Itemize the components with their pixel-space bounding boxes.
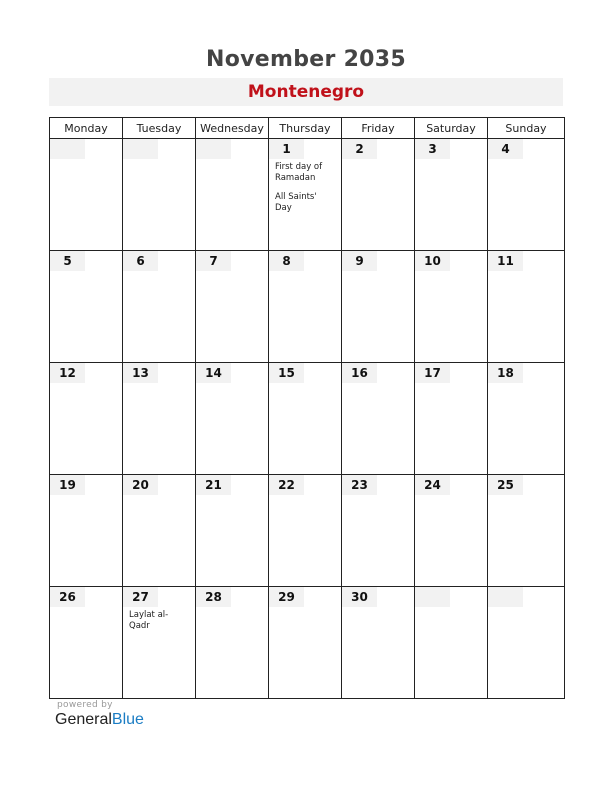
day-number: 9 — [342, 251, 377, 271]
calendar-grid — [49, 117, 565, 699]
calendar-day-cell — [269, 363, 342, 475]
country-name: Montenegro — [247, 82, 365, 102]
day-number: 28 — [196, 587, 231, 607]
holiday-event: All Saints' Day — [275, 192, 317, 213]
calendar-day-cell — [269, 139, 342, 251]
day-number: 1 — [269, 139, 304, 159]
holiday-event: Laylat al-Qadr — [129, 610, 169, 631]
day-number — [123, 139, 158, 159]
day-number — [415, 587, 450, 607]
day-number: 6 — [123, 251, 158, 271]
calendar-day-cell — [269, 251, 342, 363]
calendar-day-cell — [123, 587, 196, 699]
day-number: 12 — [50, 363, 85, 383]
powered-by-text: powered by — [57, 700, 113, 710]
day-number: 23 — [342, 475, 377, 495]
day-number: 14 — [196, 363, 231, 383]
day-number: 25 — [488, 475, 523, 495]
calendar-day-cell — [123, 139, 196, 251]
day-number: 7 — [196, 251, 231, 271]
calendar-day-cell — [415, 587, 488, 699]
calendar-week-row — [50, 139, 565, 251]
day-number: 19 — [50, 475, 85, 495]
day-number: 3 — [415, 139, 450, 159]
day-number — [488, 587, 523, 607]
calendar-day-cell — [50, 139, 123, 251]
calendar-day-cell — [488, 251, 565, 363]
calendar-day-cell — [488, 363, 565, 475]
day-number: 13 — [123, 363, 158, 383]
calendar-day-cell — [415, 139, 488, 251]
weekday-saturday: Saturday — [415, 118, 488, 139]
day-number: 16 — [342, 363, 377, 383]
calendar-day-cell — [196, 139, 269, 251]
calendar-day-cell — [342, 139, 415, 251]
calendar-day-cell — [50, 587, 123, 699]
day-number: 15 — [269, 363, 304, 383]
calendar-body — [50, 139, 565, 699]
calendar-week-row — [50, 587, 565, 699]
calendar-day-cell — [415, 475, 488, 587]
day-number: 30 — [342, 587, 377, 607]
calendar-day-cell — [415, 363, 488, 475]
day-number: 8 — [269, 251, 304, 271]
calendar-day-cell — [415, 251, 488, 363]
calendar-day-cell — [196, 251, 269, 363]
calendar-day-cell — [342, 251, 415, 363]
calendar-day-cell — [342, 475, 415, 587]
day-number: 18 — [488, 363, 523, 383]
calendar-day-cell — [269, 475, 342, 587]
calendar-day-cell — [196, 475, 269, 587]
calendar-day-cell — [196, 587, 269, 699]
day-number: 26 — [50, 587, 85, 607]
brand-logo[interactable] — [55, 711, 144, 729]
day-number: 24 — [415, 475, 450, 495]
weekday-wednesday: Wednesday — [196, 118, 269, 139]
weekday-thursday: Thursday — [269, 118, 342, 139]
calendar-day-cell — [488, 475, 565, 587]
weekday-friday: Friday — [342, 118, 415, 139]
brand-blue: Blue — [111, 711, 144, 728]
calendar-day-cell — [342, 587, 415, 699]
calendar-day-cell — [50, 251, 123, 363]
calendar-day-cell — [196, 363, 269, 475]
country-banner — [49, 78, 563, 106]
page-title: November 2035 — [205, 47, 407, 72]
weekday-sunday: Sunday — [488, 118, 565, 139]
calendar-day-cell — [50, 475, 123, 587]
footer — [55, 700, 144, 729]
day-number: 22 — [269, 475, 304, 495]
day-number: 11 — [488, 251, 523, 271]
calendar-week-row — [50, 475, 565, 587]
day-number: 17 — [415, 363, 450, 383]
day-number: 29 — [269, 587, 304, 607]
weekday-tuesday: Tuesday — [123, 118, 196, 139]
day-number: 4 — [488, 139, 523, 159]
calendar-day-cell — [123, 475, 196, 587]
calendar-day-cell — [269, 587, 342, 699]
day-number: 10 — [415, 251, 450, 271]
calendar-day-cell — [488, 587, 565, 699]
day-number: 2 — [342, 139, 377, 159]
calendar-day-cell — [123, 251, 196, 363]
day-number — [196, 139, 231, 159]
brand-general: General — [55, 711, 112, 728]
day-number: 20 — [123, 475, 158, 495]
calendar-week-row — [50, 363, 565, 475]
day-number: 5 — [50, 251, 85, 271]
weekday-header-row — [50, 118, 565, 139]
calendar-day-cell — [123, 363, 196, 475]
day-number: 21 — [196, 475, 231, 495]
day-number: 27 — [123, 587, 158, 607]
calendar-week-row — [50, 251, 565, 363]
day-number — [50, 139, 85, 159]
calendar-day-cell — [342, 363, 415, 475]
weekday-monday: Monday — [50, 118, 123, 139]
holiday-event: First day of Ramadan — [275, 162, 323, 183]
calendar-day-cell — [50, 363, 123, 475]
calendar-day-cell — [488, 139, 565, 251]
